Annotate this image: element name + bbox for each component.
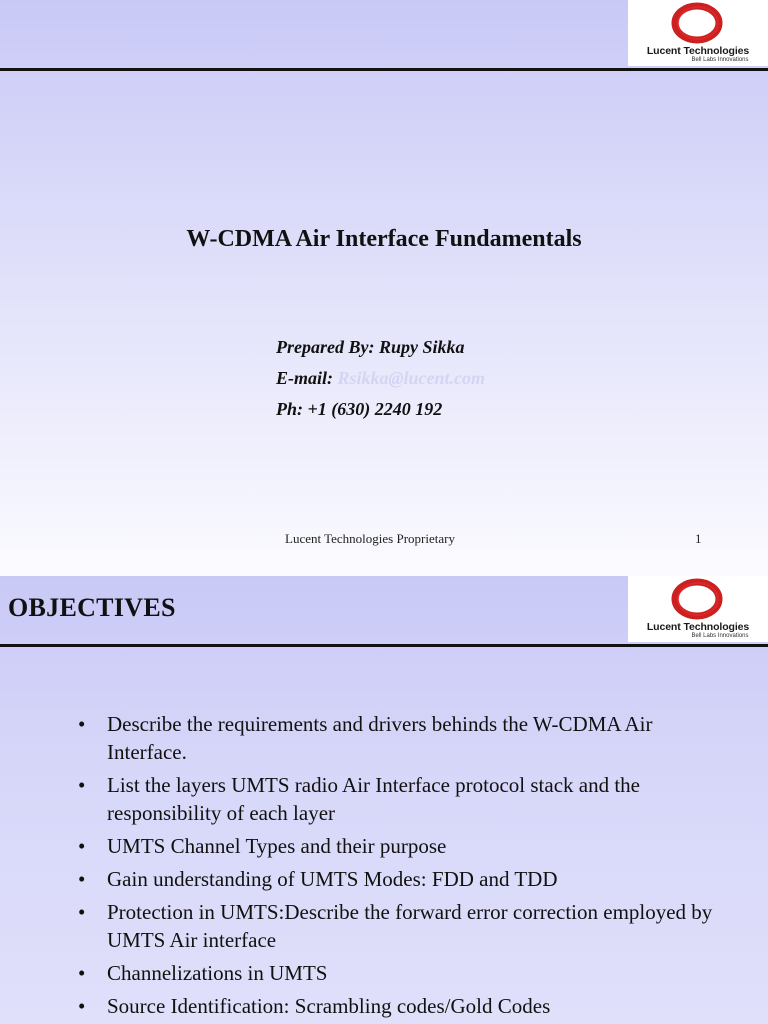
email-link[interactable]: Rsikka@lucent.com [337,368,485,388]
email-line [276,363,485,394]
lucent-logo [628,576,768,642]
logo-company-name: Lucent Technologies [646,45,750,57]
slide-title: W-CDMA Air Interface Fundamentals [186,226,582,252]
bullet-icon: • [78,961,86,985]
email-label: E-mail: [276,368,333,388]
header-divider [0,644,768,647]
list-item [78,992,718,1020]
phone-line: Ph: +1 (630) 2240 192 [276,399,443,419]
logo-company-name: Lucent Technologies [646,621,750,633]
bullet-icon: • [78,712,86,736]
bullet-text: Describe the requirements and drivers behinds the W-CDMA Air Interface. [107,712,653,764]
list-item [78,832,718,860]
author-block [276,332,485,425]
bullet-icon: • [78,773,86,797]
objectives-slide [0,576,768,1024]
slide-title: OBJECTIVES [8,593,176,622]
logo-tagline: Bell Labs Innovations [691,57,749,63]
bullet-text: Gain understanding of UMTS Modes: FDD and TDD [107,867,558,891]
objectives-list [78,710,718,1024]
bullet-text: Source Identification: Scrambling codes/Gold Codes [107,994,551,1018]
bullet-icon: • [78,994,86,1018]
header-divider [0,68,768,71]
list-item [78,710,718,766]
page-number: 1 [695,531,702,546]
bullet-icon: • [78,834,86,858]
list-item [78,898,718,954]
list-item [78,959,718,987]
bullet-text: Channelizations in UMTS [107,961,328,985]
bullet-text: UMTS Channel Types and their purpose [107,834,447,858]
lucent-ring-icon [668,2,726,46]
bullet-text: Protection in UMTS:Describe the forward error correction employed by UMTS Air interface [107,900,713,952]
logo-tagline: Bell Labs Innovations [691,633,749,639]
bullet-text: List the layers UMTS radio Air Interface protocol stack and the responsibility of each layer [107,773,640,825]
list-item [78,865,718,893]
lucent-logo [628,0,768,66]
bullet-icon: • [78,900,86,924]
footer-proprietary: Lucent Technologies Proprietary [285,531,455,546]
lucent-ring-icon [668,578,726,622]
prepared-by: Prepared By: Rupy Sikka [276,337,465,357]
bullet-icon: • [78,867,86,891]
list-item [78,771,718,827]
